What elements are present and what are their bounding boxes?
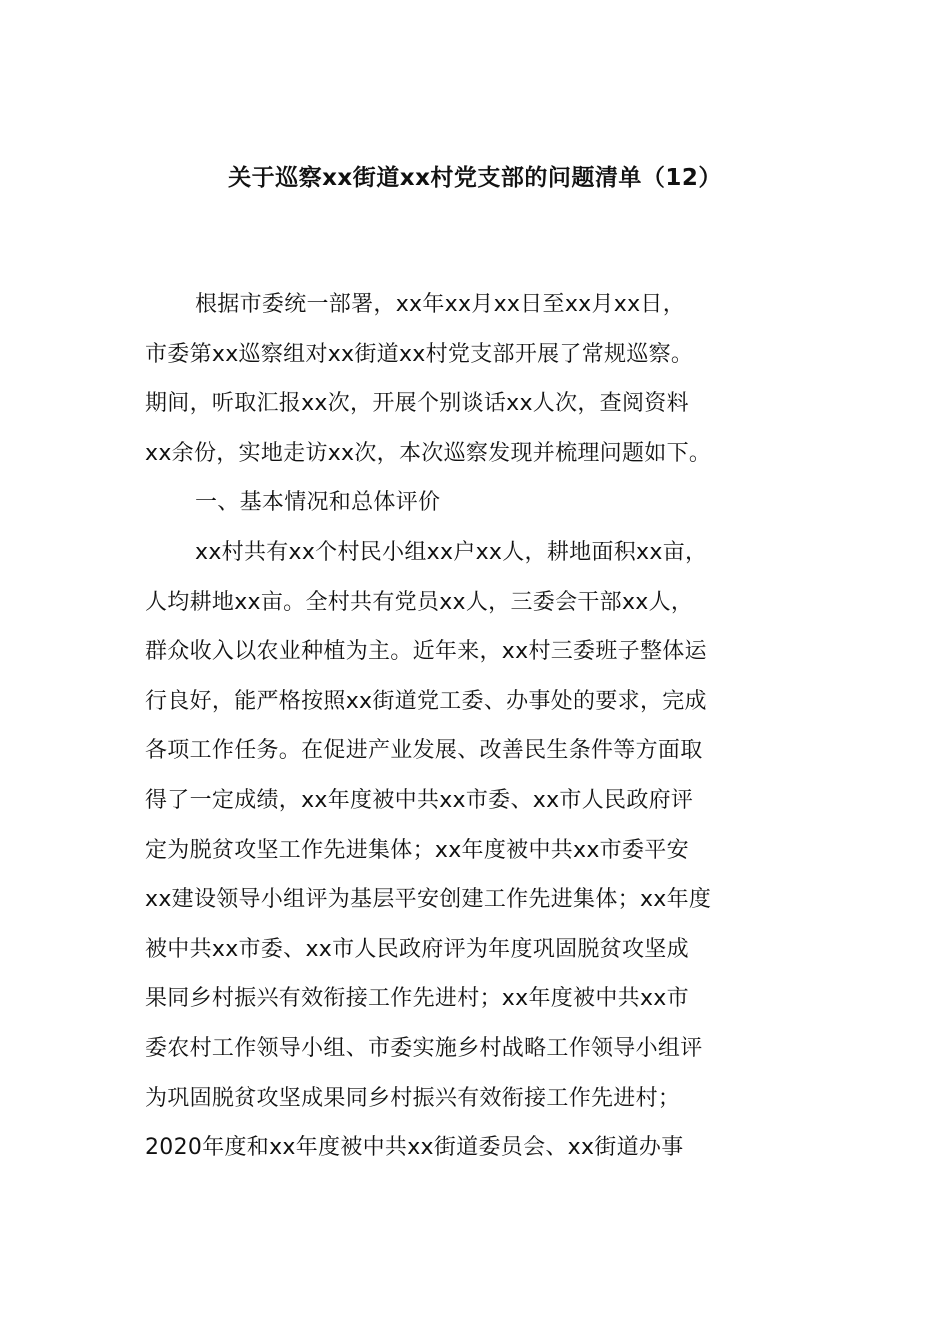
paragraph-line: 得了一定成绩，xx年度被中共xx市委、xx市人民政府评 <box>145 787 694 813</box>
paragraph-line: 各项工作任务。在促进产业发展、改善民生条件等方面取 <box>145 738 703 764</box>
paragraph-line: 群众收入以农业种植为主。近年来，xx村三委班子整体运 <box>145 639 707 665</box>
paragraph-line: xx余份，实地走访xx次，本次巡察发现并梳理问题如下。 <box>145 440 712 466</box>
paragraph-line: 委农村工作领导小组、市委实施乡村战略工作领导小组评 <box>145 1035 703 1061</box>
paragraph-line: xx村共有xx个村民小组xx户xx人，耕地面积xx亩， <box>195 539 708 565</box>
paragraph-line: 2020年度和xx年度被中共xx街道委员会、xx街道办事 <box>145 1135 684 1161</box>
paragraph-line: 定为脱贫攻坚工作先进集体；xx年度被中共xx市委平安 <box>145 837 689 863</box>
paragraph-line: 根据市委统一部署，xx年xx月xx日至xx月xx日， <box>195 292 685 317</box>
document-body <box>145 280 815 1173</box>
paragraph-line: 为巩固脱贫攻坚成果同乡村振兴有效衔接工作先进村； <box>145 1085 681 1111</box>
paragraph-line: 果同乡村振兴有效衔接工作先进村；xx年度被中共xx市 <box>145 986 689 1012</box>
paragraph-line: 人均耕地xx亩。全村共有党员xx人，三委会干部xx人， <box>145 589 694 615</box>
paragraph-line: 市委第xx巡察组对xx街道xx村党支部开展了常规巡察。 <box>145 341 694 367</box>
paragraph-line: 期间，听取汇报xx次，开展个别谈话xx人次，查阅资料 <box>145 391 689 417</box>
section-heading: 一、基本情况和总体评价 <box>195 490 441 516</box>
paragraph-line: xx建设领导小组评为基层平安创建工作先进集体；xx年度 <box>145 887 712 913</box>
paragraph-line: 行良好，能严格按照xx街道党工委、办事处的要求，完成 <box>145 688 707 714</box>
paragraph-line: 被中共xx市委、xx市人民政府评为年度巩固脱贫攻坚成 <box>145 936 689 962</box>
document-title: 关于巡察xx街道xx村党支部的问题清单（12） <box>228 165 722 191</box>
